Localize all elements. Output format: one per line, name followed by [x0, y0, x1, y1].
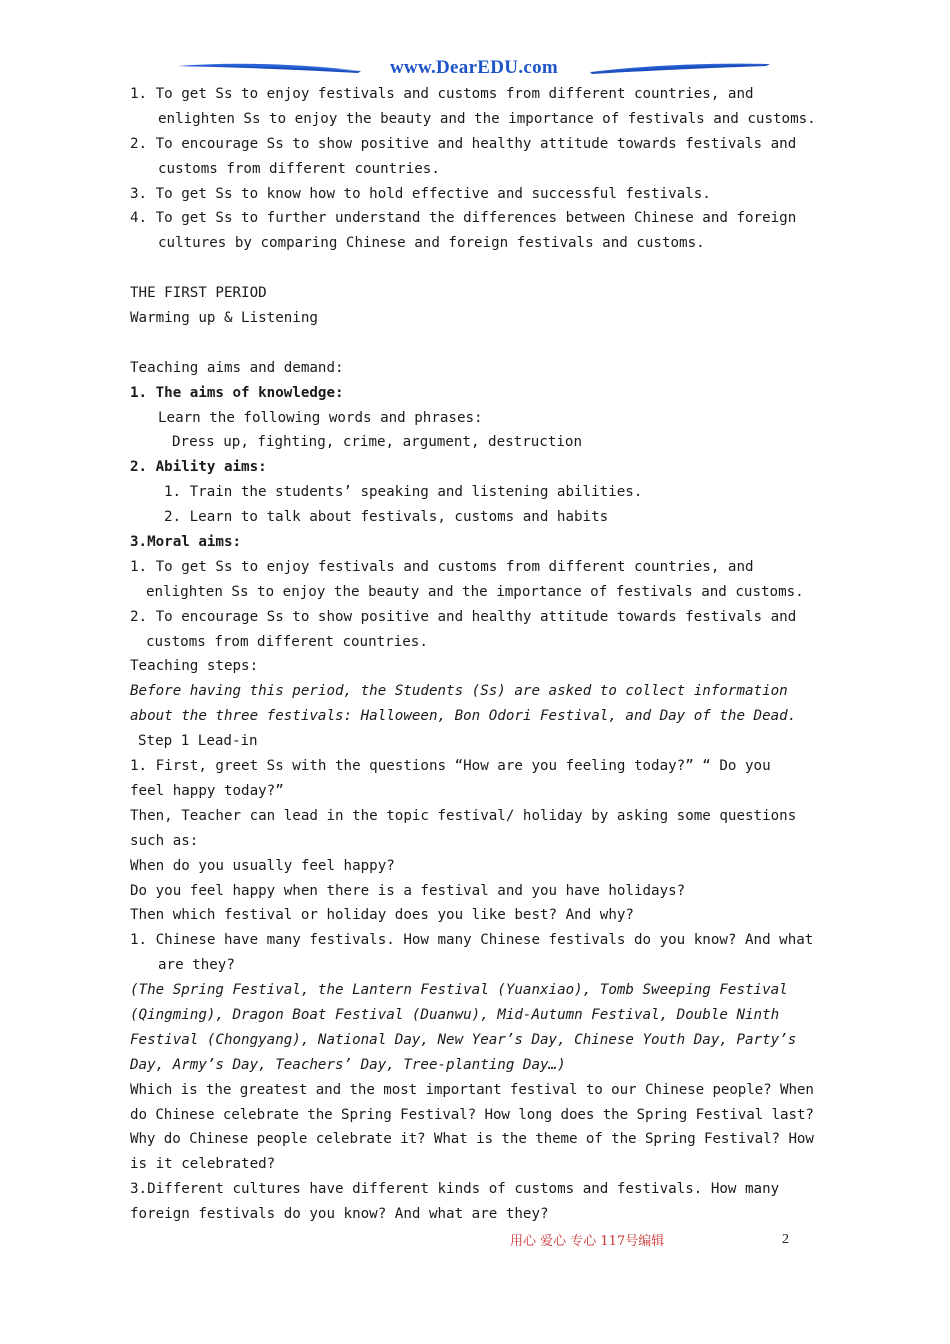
spring-festival-question-line-4: is it celebrated?: [130, 1156, 276, 1173]
objective-1-line-2: enlighten Ss to enjoy the beauty and the importance of festivals and customs.: [158, 110, 816, 127]
objective-4-line-2: cultures by comparing Chinese and foreign festivals and customs.: [158, 235, 705, 252]
moral-aim-1-line-1: 1. To get Ss to enjoy festivals and customs from different countries, and: [130, 558, 754, 575]
ability-aim-2: 2. Learn to talk about festivals, customs and habits: [164, 509, 609, 526]
site-url[interactable]: www.DearEDU.com: [389, 57, 559, 78]
knowledge-aims-heading: 1. The aims of knowledge:: [130, 384, 344, 401]
ability-aim-1: 1. Train the students’ speaking and listening abilities.: [164, 484, 643, 501]
moral-aims-heading: 3.Moral aims:: [130, 534, 242, 551]
objective-2-line-1: 2. To encourage Ss to show positive and healthy attitude towards festivals and: [130, 135, 797, 152]
spring-festival-question-line-3: Why do Chinese people celebrate it? What is the theme of the Spring Festival? How: [130, 1131, 814, 1148]
chinese-festivals-question-line-1: 1. Chinese have many festivals. How many Chinese festivals do you know? And what: [130, 932, 814, 949]
spacer: [130, 331, 820, 356]
period-subtitle: Warming up & Listening: [130, 310, 318, 327]
question-1: When do you usually feel happy?: [130, 857, 395, 874]
spacer: [130, 256, 820, 281]
vocabulary-list: Dress up, fighting, crime, argument, destruction: [172, 434, 582, 451]
steps-heading: Teaching steps:: [130, 658, 259, 675]
document-body: [130, 82, 820, 1227]
moral-aim-2-line-1: 2. To encourage Ss to show positive and healthy attitude towards festivals and: [130, 608, 797, 625]
lead-in-line-4: such as:: [130, 832, 199, 849]
step-1-heading: Step 1 Lead-in: [138, 733, 258, 750]
objective-1-line-1: 1. To get Ss to enjoy festivals and customs from different countries, and: [130, 86, 754, 102]
preparation-line-2: about the three festivals: Halloween, Bon Odori Festival, and Day of the Dead.: [130, 708, 797, 725]
footer-note: 用心 爱心 专心 117号编辑: [510, 1234, 665, 1249]
period-heading: THE FIRST PERIOD: [130, 285, 267, 302]
objective-2-line-2: customs from different countries.: [158, 160, 440, 177]
page-number: 2: [782, 1232, 789, 1247]
question-2: Do you feel happy when there is a festival and you have holidays?: [130, 882, 686, 899]
lead-in-line-3: Then, Teacher can lead in the topic festival/ holiday by asking some questions: [130, 807, 797, 824]
objective-4-line-1: 4. To get Ss to further understand the differences between Chinese and foreign: [130, 210, 797, 227]
lead-in-line-1: 1. First, greet Ss with the questions “How are you feeling today?” “ Do you: [130, 758, 771, 775]
festival-list-line-3: Festival (Chongyang), National Day, New Year’s Day, Chinese Youth Day, Party’s: [130, 1031, 797, 1048]
ability-aims-heading: 2. Ability aims:: [130, 459, 267, 476]
spring-festival-question-line-1: Which is the greatest and the most important festival to our Chinese people? When: [130, 1081, 814, 1098]
aims-heading: Teaching aims and demand:: [130, 359, 344, 376]
foreign-festivals-question-line-2: foreign festivals do you know? And what are they?: [130, 1206, 549, 1223]
moral-aim-2-line-2: customs from different countries.: [146, 633, 428, 650]
festival-list-line-4: Day, Army’s Day, Teachers’ Day, Tree-planting Day…): [130, 1056, 566, 1073]
moral-aim-1-line-2: enlighten Ss to enjoy the beauty and the importance of festivals and customs.: [146, 583, 804, 600]
lead-in-line-2: feel happy today?”: [130, 782, 284, 799]
festival-list-line-2: (Qingming), Dragon Boat Festival (Duanwu), Mid-Autumn Festival, Double Ninth: [130, 1006, 780, 1023]
festival-list-line-1: (The Spring Festival, the Lantern Festival (Yuanxiao), Tomb Sweeping Festival: [130, 982, 788, 999]
preparation-line-1: Before having this period, the Students (Ss) are asked to collect information: [130, 683, 788, 700]
foreign-festivals-question-line-1: 3.Different cultures have different kinds of customs and festivals. How many: [130, 1181, 780, 1198]
objective-3: 3. To get Ss to know how to hold effective and successful festivals.: [130, 185, 711, 202]
spring-festival-question-line-2: do Chinese celebrate the Spring Festival? How long does the Spring Festival last?: [130, 1106, 814, 1123]
knowledge-aims-text: Learn the following words and phrases:: [158, 409, 483, 426]
question-3: Then which festival or holiday does you like best? And why?: [130, 907, 634, 924]
chinese-festivals-question-line-2: are they?: [158, 957, 235, 974]
